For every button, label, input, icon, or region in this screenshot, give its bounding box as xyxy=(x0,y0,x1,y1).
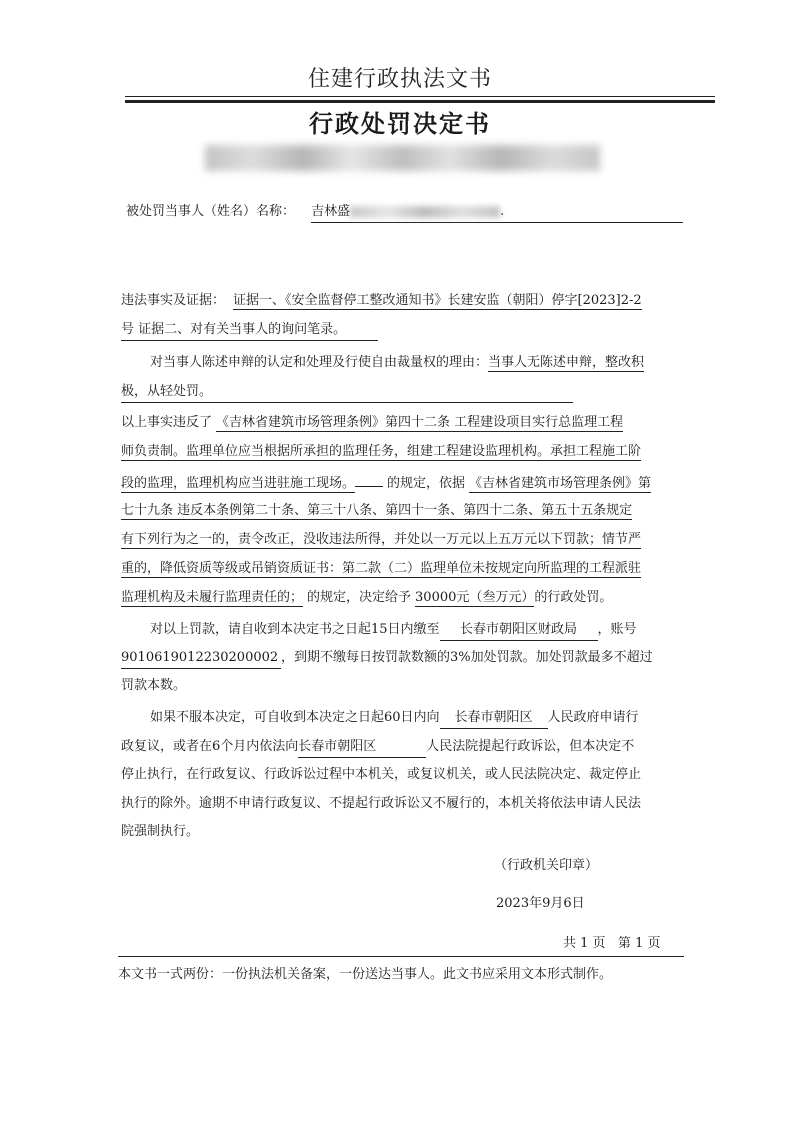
party-name-tail: . xyxy=(500,204,505,219)
payment-account: 9010619012230200002 xyxy=(121,649,281,669)
footer-note: 本文书一式两份：一份执法机关备案，一份送达当事人。此文书应采用文本形式制作。 xyxy=(118,967,613,982)
violation-line-2 xyxy=(121,443,641,461)
header-rule-thin xyxy=(125,96,715,97)
violation-value-6: 重的，降低资质等级或吊销资质证书：第二款（二）监理单位未按规定向所监理的工程派驻 xyxy=(121,561,642,576)
violation-basis: 《吉林省建筑市场管理条例》第 xyxy=(469,476,652,491)
facts-label: 违法事实及证据： xyxy=(121,293,226,308)
appeal-government: 长春市朝阳区 xyxy=(440,709,548,729)
defense-line-2 xyxy=(121,383,573,403)
payment-rule: ，到期不缴每日按罚款数额的3%加处罚款。加处罚款最多不超过 xyxy=(281,650,653,665)
party-label: 被处罚当事人（姓名）名称： xyxy=(126,204,296,219)
defense-value-2: 极，从轻处罚。 xyxy=(121,383,573,403)
appeal-prefix-1: 如果不服本决定，可自收到本决定之日起60日内向 xyxy=(150,710,440,725)
header-rule-thick xyxy=(125,100,715,103)
appeal-line-3: 停止执行，在行政复议、行政诉讼过程中本机关，或复议机关，或人民法院决定、裁定停止 xyxy=(121,767,642,782)
header-title: 住建行政执法文书 xyxy=(307,67,492,92)
facts-line-2 xyxy=(121,321,378,341)
facts-line-1 xyxy=(121,292,642,310)
party-name: 吉林盛 xyxy=(311,204,351,219)
violation-value-2: 师负责制。监理单位应当根据所承担的监理任务，组建工程建设监理机构。承担工程施工阶 xyxy=(121,444,642,459)
footer-rule xyxy=(118,956,684,957)
defense-line-1 xyxy=(150,354,644,372)
violation-value-7: 监理机构及未履行监理责任的； xyxy=(121,590,304,605)
payment-limit: 罚款本数。 xyxy=(121,678,187,693)
decision-date: 2023年9月6日 xyxy=(496,896,585,911)
violation-value-4: 七十九条 违反本条例第二十条、第三十八条、第四十一条、第四十二条、第五十五条规定 xyxy=(121,503,633,518)
redacted-party-name xyxy=(350,206,500,218)
payment-line-2 xyxy=(121,649,653,669)
payment-recipient: 长春市朝阳区财政局 xyxy=(440,621,598,641)
appeal-line-1 xyxy=(150,709,639,729)
party-line xyxy=(126,203,683,223)
violation-mid-3: 的规定，依据 xyxy=(387,476,466,491)
evidence-2: 号 证据二、对有关当事人的询问笔录。 xyxy=(121,321,378,341)
appeal-line-2 xyxy=(121,738,634,758)
violation-line-4 xyxy=(121,502,632,520)
violation-line-6 xyxy=(121,560,641,578)
payment-line-1 xyxy=(150,621,637,641)
party-name-field xyxy=(311,203,683,223)
defense-prefix: 对当事人陈述申辩的认定和处理及行使自由裁量权的理由： xyxy=(150,355,489,370)
document-title: 行政处罚决定书 xyxy=(309,110,491,138)
violation-line-5 xyxy=(121,531,641,549)
violation-value-1: 《吉林省建筑市场管理条例》第四十二条 工程建设项目实行总监理工程 xyxy=(216,415,624,430)
appeal-end-2: 人民法院提起行政诉讼，但本决定不 xyxy=(426,739,635,754)
appeal-prefix-2: 政复议，或者在6个月内依法向 xyxy=(121,739,299,754)
evidence-1: 证据一、《安全监督停工整改通知书》长建安监（朝阳）停字[2023]2-2 xyxy=(233,293,642,308)
blank-underline xyxy=(355,472,383,487)
violation-value-5: 有下列行为之一的，责令改正，没收违法所得，并处以一万元以上五万元以下罚款；情节严 xyxy=(121,532,642,547)
page-info: 共 1 页 第 1 页 xyxy=(563,936,661,951)
violation-prefix: 以上事实违反了 xyxy=(121,415,213,430)
defense-value-1: 当事人无陈述申辩，整改积 xyxy=(488,355,645,370)
violation-value-3: 段的监理，监理机构应当进驻施工现场。 xyxy=(121,476,356,491)
violation-line-1 xyxy=(121,414,623,432)
violation-line-7 xyxy=(121,589,612,607)
redacted-document-number xyxy=(205,145,600,171)
payment-line-3 xyxy=(121,677,186,695)
penalty-amount: 30000元（叁万元） xyxy=(415,590,535,605)
payment-account-label: ，账号 xyxy=(597,622,637,637)
violation-mid-7: 的规定，决定给予 xyxy=(307,590,412,605)
appeal-end-1: 人民政府申请行 xyxy=(547,710,639,725)
payment-prefix: 对以上罚款，请自收到本决定书之日起15日内缴至 xyxy=(150,622,440,637)
appeal-court: 长春市朝阳区 xyxy=(298,738,426,758)
appeal-line-4: 执行的除外。逾期不申请行政复议、不提起行政诉讼又不履行的，本机关将依法申请人民法 xyxy=(121,796,642,811)
appeal-line-5: 院强制执行。 xyxy=(121,824,200,839)
violation-line-3 xyxy=(121,472,651,493)
violation-end-7: 的行政处罚。 xyxy=(534,590,613,605)
seal-placeholder: （行政机关印章） xyxy=(494,858,599,873)
